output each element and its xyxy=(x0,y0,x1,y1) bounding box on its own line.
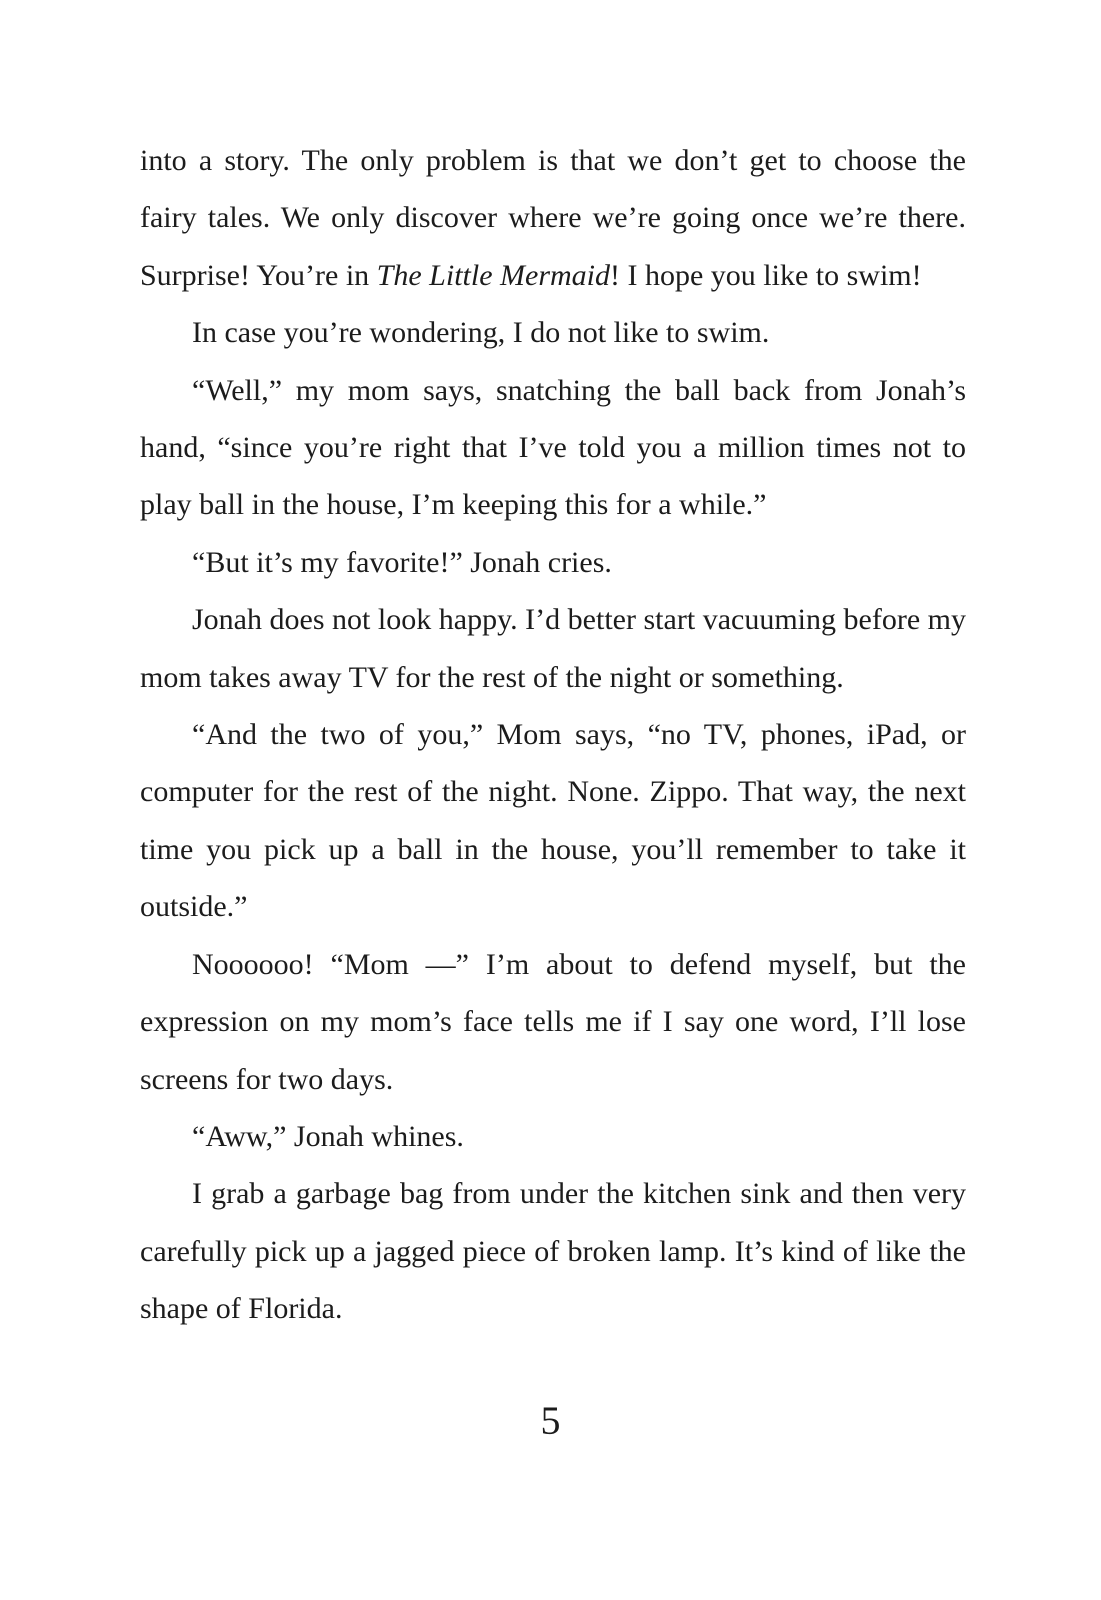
paragraph-8: “Aww,” Jonah whines. xyxy=(192,1119,464,1153)
paragraph-4: “But it’s my favorite!” Jonah cries. xyxy=(192,545,612,579)
paragraph-9: I grab a garbage bag from under the kitchen sink and then very carefully pick up a jagged piece of broken lamp. It’s kind of like the shape of Florida. xyxy=(140,1177,966,1326)
paragraph-1 xyxy=(140,132,966,304)
paragraph-2: In case you’re wondering, I do not like to swim. xyxy=(192,316,770,350)
paragraph-1-start: into a story. The only problem is that we don’t get to choose the fairy tales. We only discover where we’re going once we’re there. Surprise! You’re in xyxy=(140,144,966,292)
book-title-emphasis: The Little Mermaid xyxy=(376,258,610,292)
paragraph-6: “And the two of you,” Mom says, “no TV, phones, iPad, or computer for the rest of the night. None. Zippo. That way, the next time you pick up a ball in the house, you’ll remember to take it outside.” xyxy=(140,718,966,924)
paragraph-7: Noooooo! “Mom —” I’m about to defend myself, but the expression on my mom’s face tells me if I say one word, I’ll lose screens for two days. xyxy=(140,947,966,1096)
page-number: 5 xyxy=(540,1398,561,1443)
paragraph-5: Jonah does not look happy. I’d better start vacuuming before my mom takes away TV for the rest of the night or something. xyxy=(140,603,966,694)
paragraph-3: “Well,” my mom says, snatching the ball back from Jonah’s hand, “since you’re right that I’ve told you a million times not to play ball in the house, I’m keeping this for a while.” xyxy=(140,373,966,522)
paragraph-1-end: ! I hope you like to swim! xyxy=(610,258,922,292)
body-text xyxy=(140,132,966,1338)
